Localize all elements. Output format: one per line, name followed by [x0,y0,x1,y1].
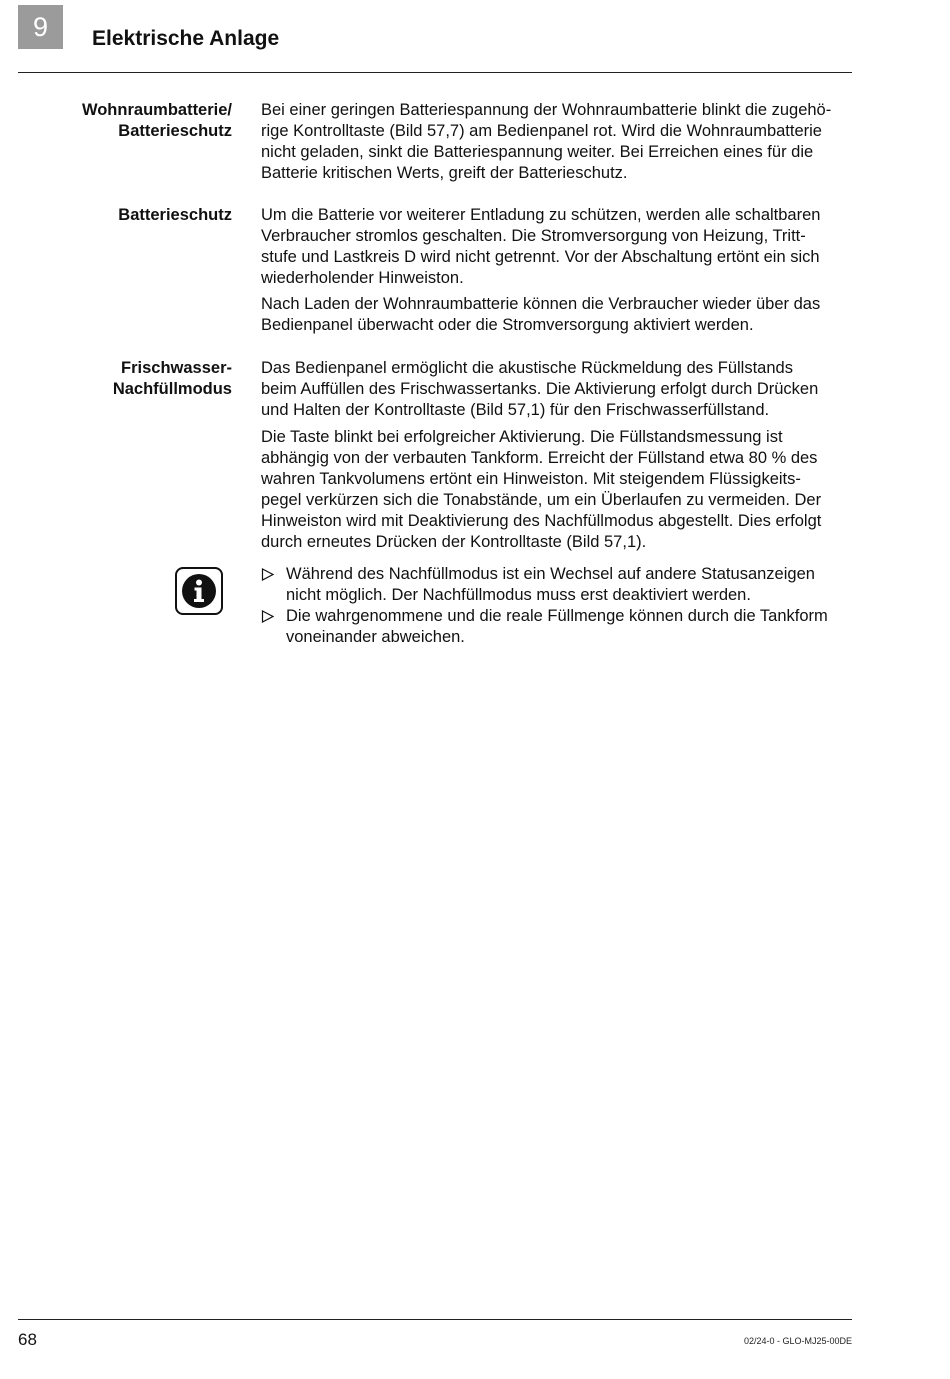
document-code: 02/24-0 - GLO-MJ25-00DE [743,1336,852,1346]
text-line: Hinweiston wird mit Deaktivierung des Nachfüllmodus abgestellt. Dies erfolgt [261,512,822,530]
text-line: beim Auffüllen des Frischwassertanks. Die Aktivierung erfolgt durch Drücken [261,380,819,398]
paragraph-after-charging [261,294,856,336]
text-line: Das Bedienpanel ermöglicht die akustische Rückmeldung des Füllstands [261,359,793,377]
paragraph-refill-behavior [261,427,856,553]
section-heading-batterieschutz [32,205,232,226]
text-line: Batterie kritischen Werts, greift der Batterieschutz. [261,164,628,182]
paragraph-battery-protection [261,205,856,289]
text-line: durch erneutes Drücken der Kontrolltaste (Bild 57,1). [261,533,647,551]
text-line: voneinander abweichen. [286,628,465,646]
paragraph-refill-feedback [261,358,856,421]
page-number: 68 [18,1330,37,1349]
text-line: und Halten der Kontrolltaste (Bild 57,1) für den Frischwasserfüllstand. [261,401,770,419]
heading-line: Wohnraumbatterie/ [81,101,232,119]
header-divider [18,72,852,73]
section-heading-wohnraumbatterie [32,100,232,142]
text-line: nicht geladen, sinkt die Batteriespannung weiter. Bei Erreichen eines für die [261,143,814,161]
chapter-number: 9 [32,11,49,42]
text-line: wiederholender Hinweiston. [261,269,464,287]
info-icon [175,567,223,615]
text-line: wahren Tankvolumens ertönt ein Hinweiston. Mit steigendem Flüssigkeits- [261,470,801,488]
text-line: Verbraucher stromlos geschalten. Die Stromversorgung von Heizung, Tritt- [261,227,806,245]
text-line: Nach Laden der Wohnraumbatterie können die Verbraucher wieder über das [261,295,821,313]
text-line: rige Kontrolltaste (Bild 57,7) am Bedienpanel rot. Wird die Wohnraumbatterie [261,122,822,140]
text-line: Um die Batterie vor weiterer Entladung zu schützen, werden alle schaltbaren [261,206,821,224]
text-line: stufe und Lastkreis D wird nicht getrennt. Vor der Abschaltung ertönt ein sich [261,248,820,266]
text-line: Die Taste blinkt bei erfolgreicher Aktivierung. Die Füllstandsmessung ist [261,428,783,446]
text-line: Die wahrgenommene und die reale Füllmenge können durch die Tankform [286,607,828,625]
footer-divider [18,1319,852,1320]
triangle-bullet-icon [261,564,275,585]
paragraph-battery-voltage [261,100,856,184]
triangle-bullet-icon [261,606,275,627]
text-line: nicht möglich. Der Nachfüllmodus muss erst deaktiviert werden. [286,586,751,604]
heading-line: Nachfüllmodus [112,380,232,398]
text-line: Während des Nachfüllmodus ist ein Wechsel auf andere Statusanzeigen [286,565,815,583]
section-heading-frischwasser [32,358,232,400]
text-line: pegel verkürzen sich die Tonabstände, um ein Überlaufen zu vermeiden. Der [261,491,822,509]
chapter-number-badge [18,5,63,49]
heading-line: Batterieschutz [118,206,232,224]
heading-line: Batterieschutz [118,122,232,140]
page-title: Elektrische Anlage [92,27,280,50]
text-line: Bei einer geringen Batteriespannung der Wohnraumbatterie blinkt die zugehö- [261,101,832,119]
text-line: abhängig von der verbauten Tankform. Erreicht der Füllstand etwa 80 % des [261,449,818,467]
heading-line: Frischwasser- [121,359,232,377]
text-line: Bedienpanel überwacht oder die Stromversorgung aktiviert werden. [261,316,754,334]
